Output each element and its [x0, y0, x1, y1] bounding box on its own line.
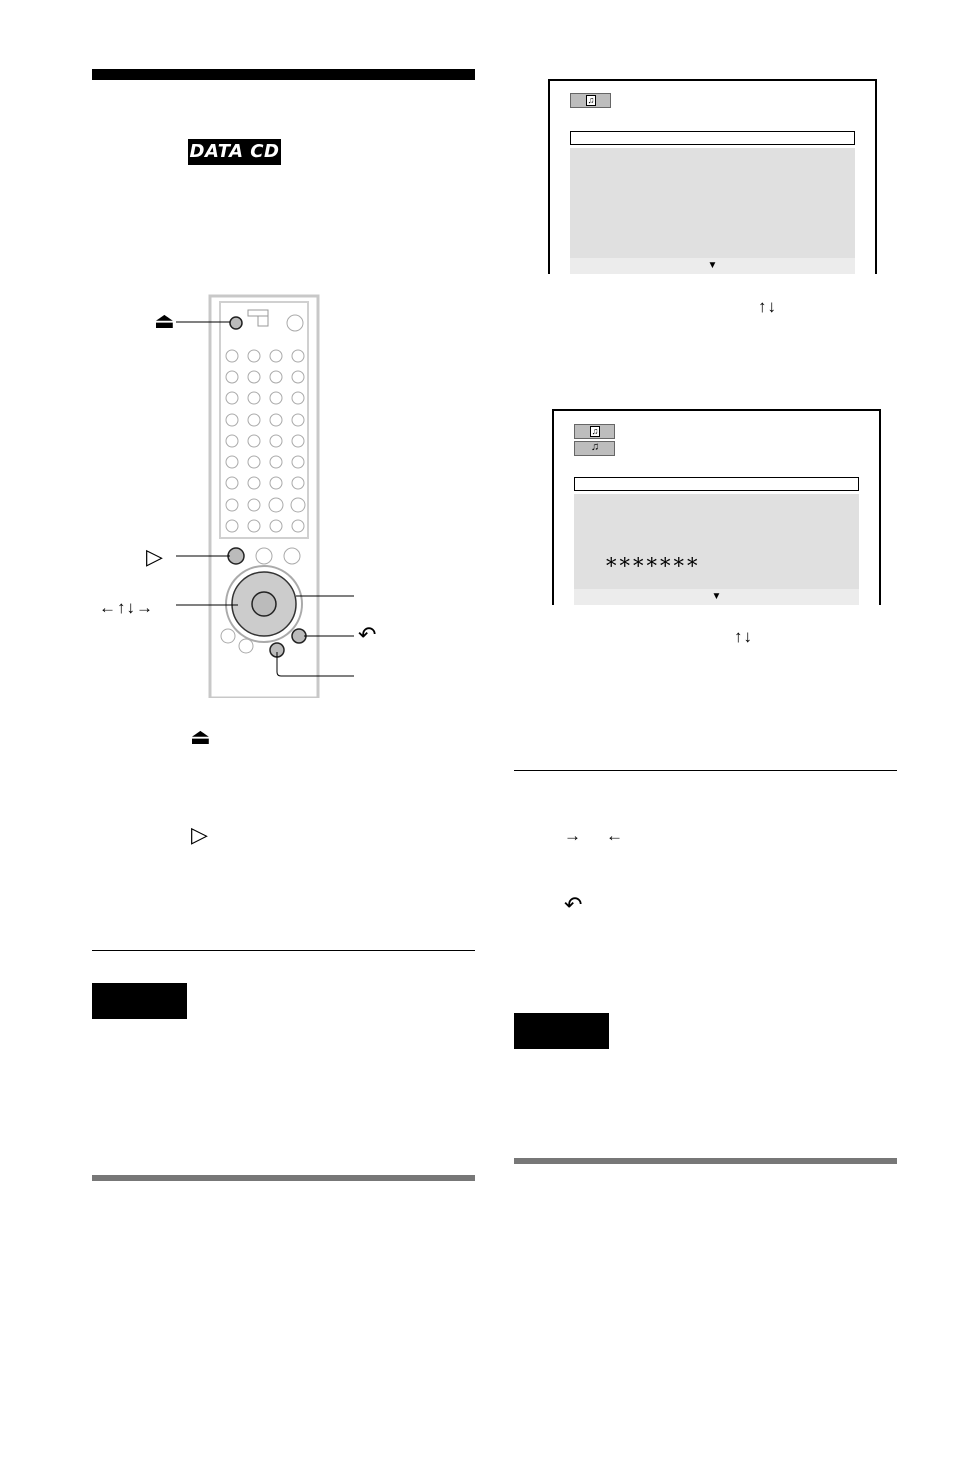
section-title-bar	[92, 69, 475, 80]
music-folder-icon: ♫	[574, 424, 615, 439]
remote-control-illustration	[208, 294, 320, 698]
scroll-down-indicator: ▼	[574, 589, 859, 605]
osd-album-list-screen	[548, 79, 877, 274]
note-label-box	[92, 983, 187, 1019]
left-arrow-icon: ←	[606, 826, 623, 845]
section-divider-thick	[92, 1175, 475, 1181]
up-down-arrows-icon: ↑↓	[734, 627, 753, 646]
music-folder-icon: ♫	[570, 93, 611, 108]
eject-icon: ⏏	[154, 308, 175, 333]
music-track-icon: ♫	[574, 441, 615, 456]
play-icon: ▷	[146, 544, 163, 569]
album-list	[570, 148, 855, 258]
return-icon: ↶	[564, 892, 583, 917]
scroll-down-indicator: ▼	[570, 258, 855, 274]
selected-album-row[interactable]	[570, 131, 855, 145]
note-label-box	[514, 1013, 609, 1049]
step-play-icon: ▷	[191, 822, 208, 847]
section-divider-thick	[514, 1158, 897, 1164]
return-icon: ↶	[358, 622, 377, 647]
section-divider	[514, 770, 897, 771]
masked-track-name: *******	[606, 554, 701, 578]
data-cd-badge: DATA CD	[188, 139, 281, 165]
selected-track-row[interactable]	[574, 477, 859, 491]
right-arrow-icon: →	[564, 826, 581, 845]
track-list	[574, 494, 859, 589]
up-down-arrows-icon: ↑↓	[758, 297, 777, 316]
osd-track-list-screen	[552, 409, 881, 605]
arrow-keys-icon: ←↑↓→	[99, 598, 154, 617]
section-divider	[92, 950, 475, 951]
step-eject-icon: ⏏	[190, 724, 211, 749]
